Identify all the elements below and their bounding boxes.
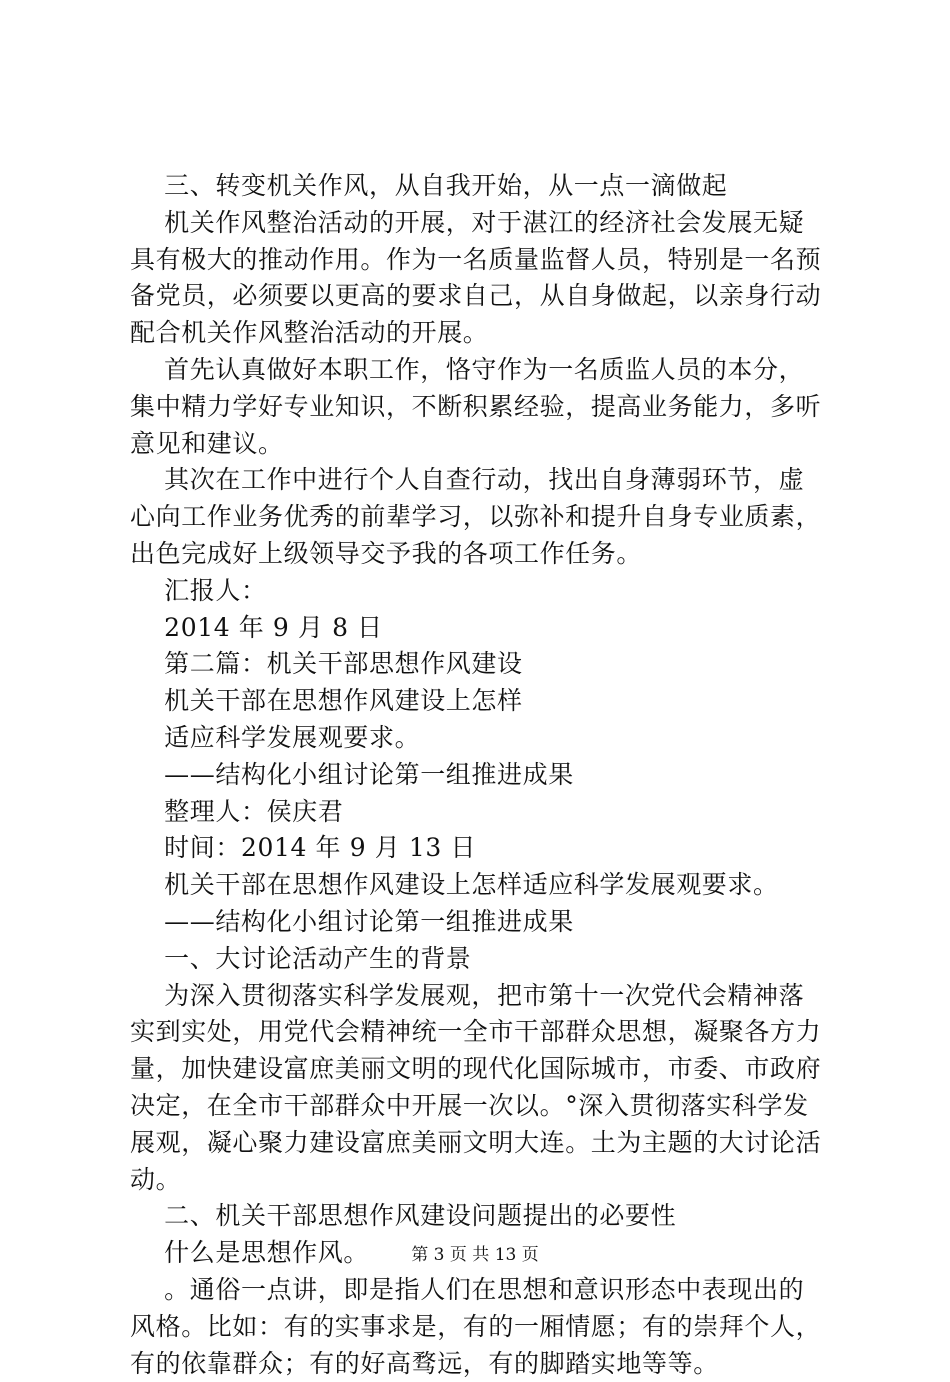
text-line: 一、大讨论活动产生的背景 xyxy=(130,941,830,978)
text-line: 其次在工作中进行个人自查行动，找出自身薄弱环节，虚 xyxy=(130,462,830,499)
document-body xyxy=(130,168,830,1382)
text-line: 配合机关作风整治活动的开展。 xyxy=(130,315,830,352)
text-line: 汇报人： xyxy=(130,573,830,610)
text-line: 心向工作业务优秀的前辈学习，以弥补和提升自身专业质素， xyxy=(130,499,830,536)
text-line: 三、转变机关作风，从自我开始，从一点一滴做起 xyxy=(130,168,830,205)
text-line: 具有极大的推动作用。作为一名质量监督人员，特别是一名预 xyxy=(130,242,830,279)
text-line: 机关干部在思想作风建设上怎样适应科学发展观要求。 xyxy=(130,867,830,904)
text-line: 有的依靠群众；有的好高骛远，有的脚踏实地等等。 xyxy=(130,1346,830,1382)
text-line: 出色完成好上级领导交予我的各项工作任务。 xyxy=(130,536,830,573)
text-line: 实到实处，用党代会精神统一全市干部群众思想，凝聚各方力 xyxy=(130,1014,830,1051)
text-line: 二、机关干部思想作风建设问题提出的必要性 xyxy=(130,1198,830,1235)
text-line: 。通俗一点讲，即是指人们在思想和意识形态中表现出的 xyxy=(130,1272,830,1309)
text-line: 时间：2014 年 9 月 13 日 xyxy=(130,830,830,867)
text-line: 意见和建议。 xyxy=(130,426,830,463)
text-line: 展观，凝心聚力建设富庶美丽文明大连。土为主题的大讨论活 xyxy=(130,1125,830,1162)
text-line: 量，加快建设富庶美丽文明的现代化国际城市，市委、市政府 xyxy=(130,1051,830,1088)
text-line: 什么是思想作风。 xyxy=(130,1235,830,1272)
text-line: ——结构化小组讨论第一组推进成果 xyxy=(130,904,830,941)
text-line: 第二篇：机关干部思想作风建设 xyxy=(130,646,830,683)
text-line: ——结构化小组讨论第一组推进成果 xyxy=(130,757,830,794)
text-line: 首先认真做好本职工作，恪守作为一名质监人员的本分， xyxy=(130,352,830,389)
page-number-footer: 第 3 页 共 13 页 xyxy=(0,1244,950,1266)
text-line: 机关干部在思想作风建设上怎样 xyxy=(130,683,830,720)
text-line: 决定，在全市干部群众中开展一次以。°深入贯彻落实科学发 xyxy=(130,1088,830,1125)
text-line: 动。 xyxy=(130,1162,830,1199)
text-line: 整理人：侯庆君 xyxy=(130,794,830,831)
text-line: 机关作风整治活动的开展，对于湛江的经济社会发展无疑 xyxy=(130,205,830,242)
text-line: 适应科学发展观要求。 xyxy=(130,720,830,757)
text-line: 风格。比如：有的实事求是，有的一厢情愿；有的崇拜个人， xyxy=(130,1309,830,1346)
text-line: 集中精力学好专业知识，不断积累经验，提高业务能力，多听 xyxy=(130,389,830,426)
text-line: 备党员，必须要以更高的要求自己，从自身做起，以亲身行动 xyxy=(130,278,830,315)
text-line: 为深入贯彻落实科学发展观，把市第十一次党代会精神落 xyxy=(130,978,830,1015)
text-line: 2014 年 9 月 8 日 xyxy=(130,610,830,647)
